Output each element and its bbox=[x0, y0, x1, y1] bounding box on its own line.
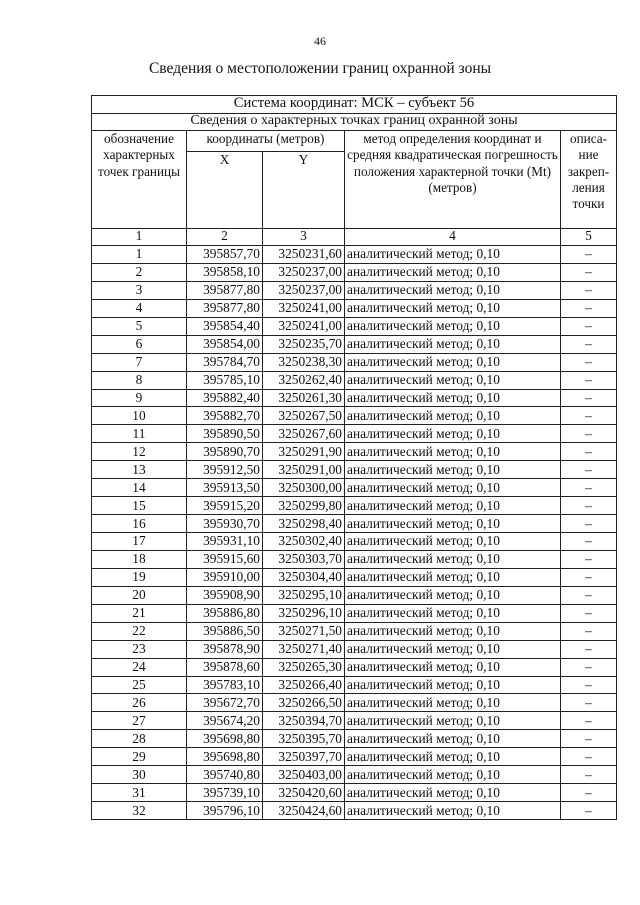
y-coordinate-cell: 3250298,40 bbox=[263, 515, 345, 533]
x-coordinate-cell: 395882,40 bbox=[187, 389, 263, 407]
x-coordinate-cell: 395913,50 bbox=[187, 479, 263, 497]
y-coordinate-cell: 3250302,40 bbox=[263, 533, 345, 551]
x-coordinate-cell: 395674,20 bbox=[187, 712, 263, 730]
method-cell: аналитический метод; 0,10 bbox=[345, 389, 561, 407]
x-coordinate-cell: 395854,40 bbox=[187, 317, 263, 335]
x-coordinate-cell: 395858,10 bbox=[187, 263, 263, 281]
y-coordinate-cell: 3250231,60 bbox=[263, 246, 345, 264]
y-coordinate-cell: 3250403,00 bbox=[263, 766, 345, 784]
fixing-cell: – bbox=[561, 694, 617, 712]
point-number-cell: 22 bbox=[92, 622, 187, 640]
fixing-cell: – bbox=[561, 515, 617, 533]
column-header-method: метод определения координат и средняя квадратическая погрешность положения характерной точки (Mt) (метров) bbox=[345, 131, 561, 229]
point-number-cell: 16 bbox=[92, 515, 187, 533]
x-coordinate-cell: 395877,80 bbox=[187, 299, 263, 317]
x-coordinate-cell: 395698,80 bbox=[187, 730, 263, 748]
table-row bbox=[92, 730, 617, 748]
point-number-cell: 24 bbox=[92, 658, 187, 676]
table-row bbox=[92, 802, 617, 820]
fixing-cell: – bbox=[561, 443, 617, 461]
table-row bbox=[92, 389, 617, 407]
method-cell: аналитический метод; 0,10 bbox=[345, 479, 561, 497]
fixing-cell: – bbox=[561, 353, 617, 371]
y-coordinate-cell: 3250303,70 bbox=[263, 550, 345, 568]
point-number-cell: 11 bbox=[92, 425, 187, 443]
y-coordinate-cell: 3250395,70 bbox=[263, 730, 345, 748]
point-number-cell: 32 bbox=[92, 802, 187, 820]
x-coordinate-cell: 395886,50 bbox=[187, 622, 263, 640]
fixing-cell: – bbox=[561, 299, 617, 317]
point-number-cell: 1 bbox=[92, 246, 187, 264]
fixing-cell: – bbox=[561, 586, 617, 604]
method-cell: аналитический метод; 0,10 bbox=[345, 730, 561, 748]
method-cell: аналитический метод; 0,10 bbox=[345, 407, 561, 425]
fixing-cell: – bbox=[561, 461, 617, 479]
point-number-cell: 15 bbox=[92, 497, 187, 515]
point-number-cell: 12 bbox=[92, 443, 187, 461]
y-coordinate-cell: 3250238,30 bbox=[263, 353, 345, 371]
fixing-cell: – bbox=[561, 604, 617, 622]
y-coordinate-cell: 3250267,60 bbox=[263, 425, 345, 443]
fixing-cell: – bbox=[561, 246, 617, 264]
y-coordinate-cell: 3250394,70 bbox=[263, 712, 345, 730]
fixing-cell: – bbox=[561, 263, 617, 281]
column-number: 5 bbox=[561, 229, 617, 246]
y-coordinate-cell: 3250291,00 bbox=[263, 461, 345, 479]
x-coordinate-cell: 395915,20 bbox=[187, 497, 263, 515]
method-cell: аналитический метод; 0,10 bbox=[345, 353, 561, 371]
method-cell: аналитический метод; 0,10 bbox=[345, 784, 561, 802]
x-coordinate-cell: 395882,70 bbox=[187, 407, 263, 425]
document-title: Сведения о местоположении границ охранной зоны bbox=[148, 60, 492, 77]
y-coordinate-cell: 3250266,40 bbox=[263, 676, 345, 694]
x-coordinate-cell: 395878,90 bbox=[187, 640, 263, 658]
method-cell: аналитический метод; 0,10 bbox=[345, 640, 561, 658]
table-row bbox=[92, 784, 617, 802]
table-row bbox=[92, 766, 617, 784]
point-number-cell: 18 bbox=[92, 550, 187, 568]
y-coordinate-cell: 3250262,40 bbox=[263, 371, 345, 389]
point-number-cell: 23 bbox=[92, 640, 187, 658]
column-number: 2 bbox=[187, 229, 263, 246]
method-cell: аналитический метод; 0,10 bbox=[345, 748, 561, 766]
table-row bbox=[92, 586, 617, 604]
point-number-cell: 14 bbox=[92, 479, 187, 497]
point-number-cell: 29 bbox=[92, 748, 187, 766]
method-cell: аналитический метод; 0,10 bbox=[345, 299, 561, 317]
x-coordinate-cell: 395739,10 bbox=[187, 784, 263, 802]
point-number-cell: 6 bbox=[92, 335, 187, 353]
fixing-cell: – bbox=[561, 335, 617, 353]
column-number: 4 bbox=[345, 229, 561, 246]
table-row bbox=[92, 712, 617, 730]
column-header-designation: обозначение характерных точек границы bbox=[92, 131, 187, 229]
column-number: 1 bbox=[92, 229, 187, 246]
table-row bbox=[92, 443, 617, 461]
x-coordinate-cell: 395890,50 bbox=[187, 425, 263, 443]
method-cell: аналитический метод; 0,10 bbox=[345, 425, 561, 443]
x-coordinate-cell: 395908,90 bbox=[187, 586, 263, 604]
x-coordinate-cell: 395783,10 bbox=[187, 676, 263, 694]
fixing-cell: – bbox=[561, 533, 617, 551]
fixing-cell: – bbox=[561, 425, 617, 443]
x-coordinate-cell: 395785,10 bbox=[187, 371, 263, 389]
x-coordinate-cell: 395931,10 bbox=[187, 533, 263, 551]
method-cell: аналитический метод; 0,10 bbox=[345, 263, 561, 281]
fixing-cell: – bbox=[561, 479, 617, 497]
fixing-cell: – bbox=[561, 712, 617, 730]
y-coordinate-cell: 3250304,40 bbox=[263, 568, 345, 586]
point-number-cell: 9 bbox=[92, 389, 187, 407]
fixing-cell: – bbox=[561, 407, 617, 425]
x-coordinate-cell: 395854,00 bbox=[187, 335, 263, 353]
x-coordinate-cell: 395857,70 bbox=[187, 246, 263, 264]
x-coordinate-cell: 395672,70 bbox=[187, 694, 263, 712]
x-coordinate-cell: 395784,70 bbox=[187, 353, 263, 371]
table-row bbox=[92, 640, 617, 658]
coordinate-system-header: Система координат: МСК – субъект 56 bbox=[92, 96, 617, 114]
column-number-row bbox=[92, 229, 617, 246]
table-row bbox=[92, 658, 617, 676]
fixing-cell: – bbox=[561, 658, 617, 676]
x-coordinate-cell: 395886,80 bbox=[187, 604, 263, 622]
x-coordinate-cell: 395698,80 bbox=[187, 748, 263, 766]
fixing-cell: – bbox=[561, 766, 617, 784]
y-coordinate-cell: 3250291,90 bbox=[263, 443, 345, 461]
table-row bbox=[92, 622, 617, 640]
fixing-cell: – bbox=[561, 802, 617, 820]
fixing-cell: – bbox=[561, 317, 617, 335]
table-row bbox=[92, 246, 617, 264]
table-row bbox=[92, 497, 617, 515]
point-number-cell: 10 bbox=[92, 407, 187, 425]
method-cell: аналитический метод; 0,10 bbox=[345, 533, 561, 551]
y-coordinate-cell: 3250241,00 bbox=[263, 299, 345, 317]
y-coordinate-cell: 3250424,60 bbox=[263, 802, 345, 820]
x-coordinate-cell: 395740,80 bbox=[187, 766, 263, 784]
point-number-cell: 5 bbox=[92, 317, 187, 335]
table-row bbox=[92, 694, 617, 712]
table-row bbox=[92, 281, 617, 299]
table-row bbox=[92, 533, 617, 551]
column-header-x: X bbox=[187, 152, 263, 229]
method-cell: аналитический метод; 0,10 bbox=[345, 246, 561, 264]
fixing-cell: – bbox=[561, 389, 617, 407]
y-coordinate-cell: 3250397,70 bbox=[263, 748, 345, 766]
point-number-cell: 20 bbox=[92, 586, 187, 604]
table-row bbox=[92, 676, 617, 694]
table-row bbox=[92, 604, 617, 622]
y-coordinate-cell: 3250267,50 bbox=[263, 407, 345, 425]
y-coordinate-cell: 3250296,10 bbox=[263, 604, 345, 622]
method-cell: аналитический метод; 0,10 bbox=[345, 281, 561, 299]
method-cell: аналитический метод; 0,10 bbox=[345, 515, 561, 533]
table-row bbox=[92, 371, 617, 389]
point-number-cell: 17 bbox=[92, 533, 187, 551]
method-cell: аналитический метод; 0,10 bbox=[345, 443, 561, 461]
table-row bbox=[92, 335, 617, 353]
table-body bbox=[92, 246, 617, 820]
method-cell: аналитический метод; 0,10 bbox=[345, 317, 561, 335]
fixing-cell: – bbox=[561, 622, 617, 640]
fixing-cell: – bbox=[561, 568, 617, 586]
method-cell: аналитический метод; 0,10 bbox=[345, 550, 561, 568]
table-subheader: Сведения о характерных точках границ охранной зоны bbox=[92, 114, 617, 131]
fixing-cell: – bbox=[561, 676, 617, 694]
method-cell: аналитический метод; 0,10 bbox=[345, 712, 561, 730]
fixing-cell: – bbox=[561, 640, 617, 658]
point-number-cell: 30 bbox=[92, 766, 187, 784]
y-coordinate-cell: 3250299,80 bbox=[263, 497, 345, 515]
x-coordinate-cell: 395912,50 bbox=[187, 461, 263, 479]
table-row bbox=[92, 550, 617, 568]
point-number-cell: 26 bbox=[92, 694, 187, 712]
x-coordinate-cell: 395910,00 bbox=[187, 568, 263, 586]
page-number: 46 bbox=[314, 34, 326, 48]
point-number-cell: 21 bbox=[92, 604, 187, 622]
point-number-cell: 25 bbox=[92, 676, 187, 694]
point-number-cell: 13 bbox=[92, 461, 187, 479]
fixing-cell: – bbox=[561, 281, 617, 299]
table-row bbox=[92, 748, 617, 766]
method-cell: аналитический метод; 0,10 bbox=[345, 676, 561, 694]
method-cell: аналитический метод; 0,10 bbox=[345, 766, 561, 784]
y-coordinate-cell: 3250271,50 bbox=[263, 622, 345, 640]
column-number: 3 bbox=[263, 229, 345, 246]
x-coordinate-cell: 395878,60 bbox=[187, 658, 263, 676]
point-number-cell: 28 bbox=[92, 730, 187, 748]
fixing-cell: – bbox=[561, 497, 617, 515]
fixing-cell: – bbox=[561, 730, 617, 748]
method-cell: аналитический метод; 0,10 bbox=[345, 802, 561, 820]
point-number-cell: 8 bbox=[92, 371, 187, 389]
boundary-points-table bbox=[91, 95, 617, 820]
method-cell: аналитический метод; 0,10 bbox=[345, 658, 561, 676]
method-cell: аналитический метод; 0,10 bbox=[345, 622, 561, 640]
point-number-cell: 4 bbox=[92, 299, 187, 317]
x-coordinate-cell: 395877,80 bbox=[187, 281, 263, 299]
table-row bbox=[92, 515, 617, 533]
method-cell: аналитический метод; 0,10 bbox=[345, 568, 561, 586]
point-number-cell: 31 bbox=[92, 784, 187, 802]
x-coordinate-cell: 395930,70 bbox=[187, 515, 263, 533]
x-coordinate-cell: 395915,60 bbox=[187, 550, 263, 568]
point-number-cell: 3 bbox=[92, 281, 187, 299]
fixing-cell: – bbox=[561, 371, 617, 389]
table-row bbox=[92, 479, 617, 497]
method-cell: аналитический метод; 0,10 bbox=[345, 335, 561, 353]
column-header-fixing: описа-ние закреп-ления точки bbox=[561, 131, 617, 229]
table-row bbox=[92, 568, 617, 586]
column-header-y: Y bbox=[263, 152, 345, 229]
method-cell: аналитический метод; 0,10 bbox=[345, 497, 561, 515]
point-number-cell: 7 bbox=[92, 353, 187, 371]
y-coordinate-cell: 3250420,60 bbox=[263, 784, 345, 802]
table-row bbox=[92, 425, 617, 443]
column-header-coordinates: координаты (метров) bbox=[187, 131, 345, 152]
y-coordinate-cell: 3250265,30 bbox=[263, 658, 345, 676]
y-coordinate-cell: 3250237,00 bbox=[263, 263, 345, 281]
y-coordinate-cell: 3250261,30 bbox=[263, 389, 345, 407]
y-coordinate-cell: 3250271,40 bbox=[263, 640, 345, 658]
method-cell: аналитический метод; 0,10 bbox=[345, 604, 561, 622]
y-coordinate-cell: 3250237,00 bbox=[263, 281, 345, 299]
y-coordinate-cell: 3250300,00 bbox=[263, 479, 345, 497]
point-number-cell: 2 bbox=[92, 263, 187, 281]
method-cell: аналитический метод; 0,10 bbox=[345, 461, 561, 479]
table-row bbox=[92, 317, 617, 335]
x-coordinate-cell: 395890,70 bbox=[187, 443, 263, 461]
table-row bbox=[92, 299, 617, 317]
method-cell: аналитический метод; 0,10 bbox=[345, 371, 561, 389]
table-row bbox=[92, 461, 617, 479]
y-coordinate-cell: 3250235,70 bbox=[263, 335, 345, 353]
table-row bbox=[92, 407, 617, 425]
table-row bbox=[92, 263, 617, 281]
y-coordinate-cell: 3250241,00 bbox=[263, 317, 345, 335]
point-number-cell: 19 bbox=[92, 568, 187, 586]
fixing-cell: – bbox=[561, 550, 617, 568]
method-cell: аналитический метод; 0,10 bbox=[345, 586, 561, 604]
y-coordinate-cell: 3250295,10 bbox=[263, 586, 345, 604]
fixing-cell: – bbox=[561, 748, 617, 766]
point-number-cell: 27 bbox=[92, 712, 187, 730]
fixing-cell: – bbox=[561, 784, 617, 802]
x-coordinate-cell: 395796,10 bbox=[187, 802, 263, 820]
method-cell: аналитический метод; 0,10 bbox=[345, 694, 561, 712]
table-row bbox=[92, 353, 617, 371]
y-coordinate-cell: 3250266,50 bbox=[263, 694, 345, 712]
